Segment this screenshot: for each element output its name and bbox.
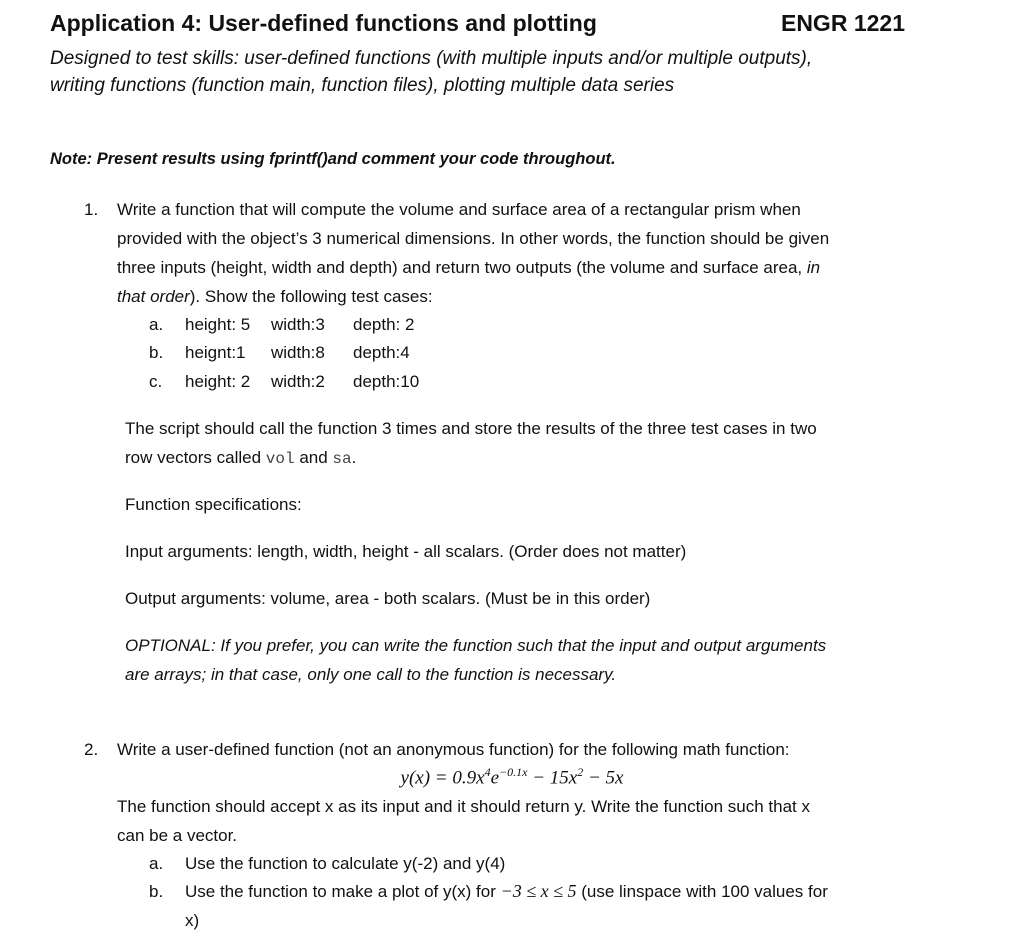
optional-line-1: OPTIONAL: If you prefer, you can write the function such that the input and output arguments <box>125 636 827 655</box>
test-case-width: width:2 <box>271 372 325 391</box>
equation-exp3: 2 <box>577 765 584 779</box>
script-line-2-pre: row vectors called <box>125 448 266 467</box>
spec-heading: Function specifications: <box>125 495 302 514</box>
q1-line-3-italic: in <box>806 258 821 277</box>
equation-exp2: −0.1x <box>499 765 528 779</box>
note: Note: Present results using fprintf()and comment your code throughout. <box>50 150 616 168</box>
q2-item-letter: a. <box>149 854 164 873</box>
test-case-letter: b. <box>149 343 164 362</box>
equation-e: e <box>490 767 499 789</box>
q2-item-text-pre: Use the function to make a plot of y(x) for <box>185 882 501 901</box>
q2-number: 2. <box>84 740 99 759</box>
script-line-2 <box>125 443 1005 474</box>
q1-line-4-italic: that order <box>117 287 190 306</box>
test-case-letter: a. <box>149 315 164 334</box>
q1-line-2: provided with the object’s 3 numerical dimensions. In other words, the function should be given <box>117 229 830 248</box>
header <box>50 10 905 40</box>
var-vol: vol <box>265 450 295 468</box>
subtitle <box>50 45 950 99</box>
test-case-height: heignt:1 <box>185 343 246 362</box>
equation-tail: − 5x <box>583 767 624 789</box>
script-line-2-mid: and <box>294 448 333 467</box>
document-title: Application 4: User-defined functions and plotting <box>50 10 597 36</box>
test-case-letter: c. <box>149 372 163 391</box>
optional-line-2: are arrays; in that case, only one call to the function is necessary. <box>125 665 617 684</box>
q2-item-text: Use the function to calculate y(-2) and y(4) <box>185 854 506 873</box>
q2-item-a <box>149 849 505 878</box>
input-arguments: Input arguments: length, width, height - all scalars. (Order does not matter) <box>125 542 687 561</box>
q2-item-b <box>149 877 949 935</box>
script-line-1: The script should call the function 3 times and store the results of the three test cases in two <box>125 419 817 438</box>
q1-number: 1. <box>84 200 99 219</box>
q2-item-text-post: (use linspace with 100 values for <box>576 882 828 901</box>
q2-line-3: can be a vector. <box>117 826 238 845</box>
q2-line-2: The function should accept x as its input and it should return y. Write the function such that x <box>117 797 810 816</box>
script-line-2-post: . <box>351 448 357 467</box>
q2-body <box>117 792 997 850</box>
course-code: ENGR 1221 <box>780 10 905 36</box>
equation-exp1: 4 <box>484 765 491 779</box>
subtitle-line-2: writing functions (function main, function files), plotting multiple data series <box>50 75 675 96</box>
q2-item-letter: b. <box>149 882 164 901</box>
q1-line-4 <box>117 282 997 311</box>
output-arguments: Output arguments: volume, area - both scalars. (Must be in this order) <box>125 589 651 608</box>
q2-item-text-line2: x) <box>185 911 200 930</box>
q1-line-3 <box>117 253 997 282</box>
q1-line-4-text: ). Show the following test cases: <box>189 287 433 306</box>
test-case-depth: depth:4 <box>353 343 410 362</box>
test-case-depth: depth:10 <box>353 372 420 391</box>
optional-note <box>125 631 1005 689</box>
equation-lhs: y(x) = 0.9x <box>400 767 485 789</box>
var-sa: sa <box>332 450 352 468</box>
q1-line-3-text: three inputs (height, width and depth) and return two outputs (the volume and surface area, <box>117 258 807 277</box>
equation-rest: − 15x <box>527 767 578 789</box>
test-case-width: width:3 <box>271 315 325 334</box>
q2-line-1: Write a user-defined function (not an anonymous function) for the following math function: <box>117 740 790 759</box>
test-case-width: width:8 <box>271 343 325 362</box>
test-case-height: height: 5 <box>185 315 251 334</box>
subtitle-line-1: Designed to test skills: user-defined functions (with multiple inputs and/or multiple outputs), <box>50 48 813 69</box>
test-case-depth: depth: 2 <box>353 315 415 334</box>
test-case-height: height: 2 <box>185 372 251 391</box>
q1-line-1: Write a function that will compute the volume and surface area of a rectangular prism when <box>117 200 801 219</box>
test-case-c <box>149 367 419 396</box>
script-instructions <box>125 414 1005 474</box>
q1-body <box>117 195 997 311</box>
test-case-a <box>149 310 414 339</box>
math-equation <box>0 765 1024 789</box>
test-case-b <box>149 338 410 367</box>
q2-range: −3 ≤ x ≤ 5 <box>500 881 577 901</box>
